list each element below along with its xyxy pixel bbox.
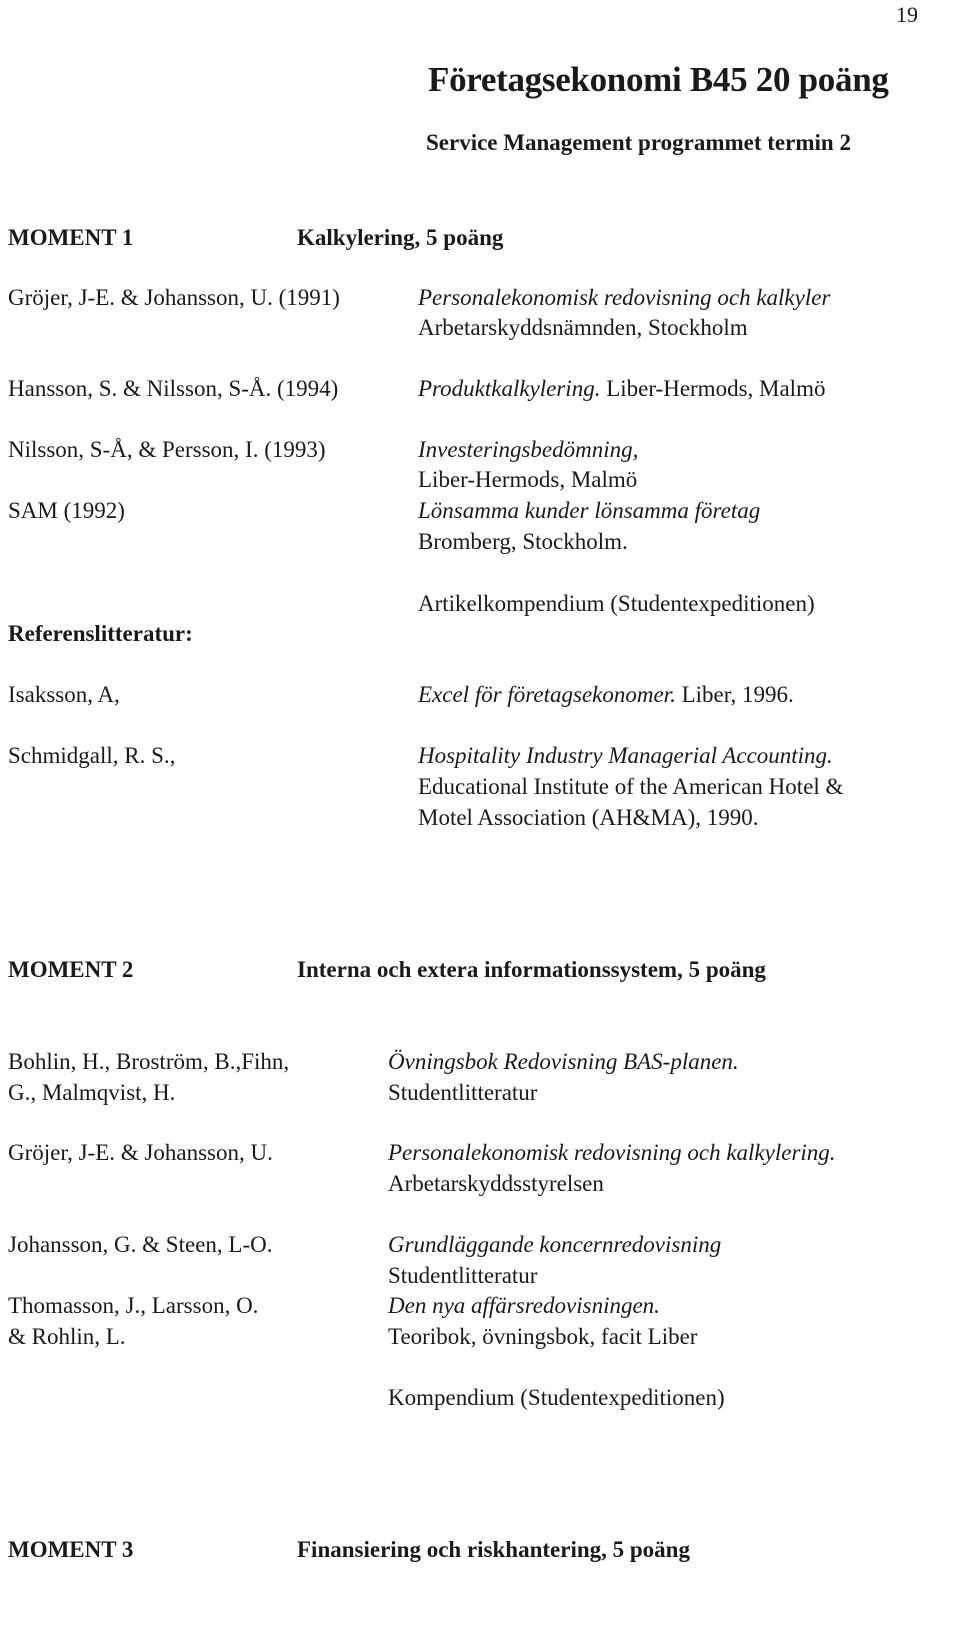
ref-publisher: Liber, 1996. bbox=[675, 682, 794, 707]
ref-publisher: Liber-Hermods, Malmö bbox=[418, 467, 638, 492]
ref-author: SAM (1992) bbox=[8, 498, 125, 523]
document-subtitle: Service Management programmet termin 2 bbox=[426, 130, 851, 155]
page-number: 19 bbox=[896, 2, 918, 27]
ref-title: Grundläggande koncernredovisning bbox=[388, 1232, 722, 1257]
compendium-note: Kompendium (Studentexpeditionen) bbox=[388, 1385, 725, 1410]
compendium-note: Artikelkompendium (Studentexpeditionen) bbox=[418, 591, 815, 616]
ref-author-line: G., Malmqvist, H. bbox=[8, 1080, 176, 1105]
ref-publisher: Studentlitteratur bbox=[388, 1263, 538, 1288]
ref-publisher: Arbetarskyddsnämnden, Stockholm bbox=[418, 315, 748, 340]
ref-publisher-line: Educational Institute of the American Hotel & bbox=[418, 774, 844, 799]
ref-title: Övningsbok Redovisning BAS-planen. bbox=[388, 1049, 739, 1074]
ref-publisher: Teoribok, övningsbok, facit Liber bbox=[388, 1324, 698, 1349]
ref-publisher: Studentlitteratur bbox=[388, 1080, 538, 1105]
ref-author-line: Bohlin, H., Broström, B.,Fihn, bbox=[8, 1049, 290, 1074]
ref-publisher-line: Motel Association (AH&MA), 1990. bbox=[418, 805, 759, 830]
ref-author-line: Thomasson, J., Larsson, O. bbox=[8, 1293, 259, 1318]
ref-title: Excel för företagsekonomer. bbox=[418, 682, 676, 707]
moment-2-label: MOMENT 2 bbox=[8, 957, 134, 982]
ref-author: Isaksson, A, bbox=[8, 682, 120, 707]
ref-publisher: Liber-Hermods, Malmö bbox=[600, 376, 826, 401]
ref-entry bbox=[418, 683, 794, 706]
ref-title: Lönsamma kunder lönsamma företag bbox=[418, 498, 761, 523]
reference-literature-heading: Referenslitteratur: bbox=[8, 621, 193, 646]
ref-title: Hospitality Industry Managerial Accounting. bbox=[418, 743, 833, 768]
ref-author: Schmidgall, R. S., bbox=[8, 743, 176, 768]
ref-publisher: Arbetarskyddsstyrelsen bbox=[388, 1171, 604, 1196]
ref-author: Gröjer, J-E. & Johansson, U. (1991) bbox=[8, 285, 340, 310]
moment-1-label: MOMENT 1 bbox=[8, 225, 134, 250]
ref-title: Produktkalkylering. bbox=[418, 376, 601, 401]
ref-title: Personalekonomisk redovisning och kalkyler bbox=[418, 285, 831, 310]
ref-title: Personalekonomisk redovisning och kalkylering. bbox=[388, 1140, 836, 1165]
ref-title: Den nya affärsredovisningen. bbox=[388, 1293, 660, 1318]
ref-author: Johansson, G. & Steen, L-O. bbox=[8, 1232, 273, 1257]
ref-author: Gröjer, J-E. & Johansson, U. bbox=[8, 1140, 273, 1165]
moment-2-heading: Interna och extera informationssystem, 5 poäng bbox=[297, 957, 766, 982]
moment-1-heading: Kalkylering, 5 poäng bbox=[297, 225, 504, 250]
ref-entry bbox=[418, 377, 825, 400]
ref-publisher: Bromberg, Stockholm. bbox=[418, 529, 628, 554]
moment-3-heading: Finansiering och riskhantering, 5 poäng bbox=[297, 1537, 690, 1562]
ref-author: Nilsson, S-Å, & Persson, I. (1993) bbox=[8, 437, 326, 462]
ref-author-line: & Rohlin, L. bbox=[8, 1324, 126, 1349]
document-title: Företagsekonomi B45 20 poäng bbox=[428, 60, 889, 99]
ref-title: Investeringsbedömning, bbox=[418, 437, 639, 462]
ref-author: Hansson, S. & Nilsson, S-Å. (1994) bbox=[8, 376, 339, 401]
moment-3-label: MOMENT 3 bbox=[8, 1537, 134, 1562]
